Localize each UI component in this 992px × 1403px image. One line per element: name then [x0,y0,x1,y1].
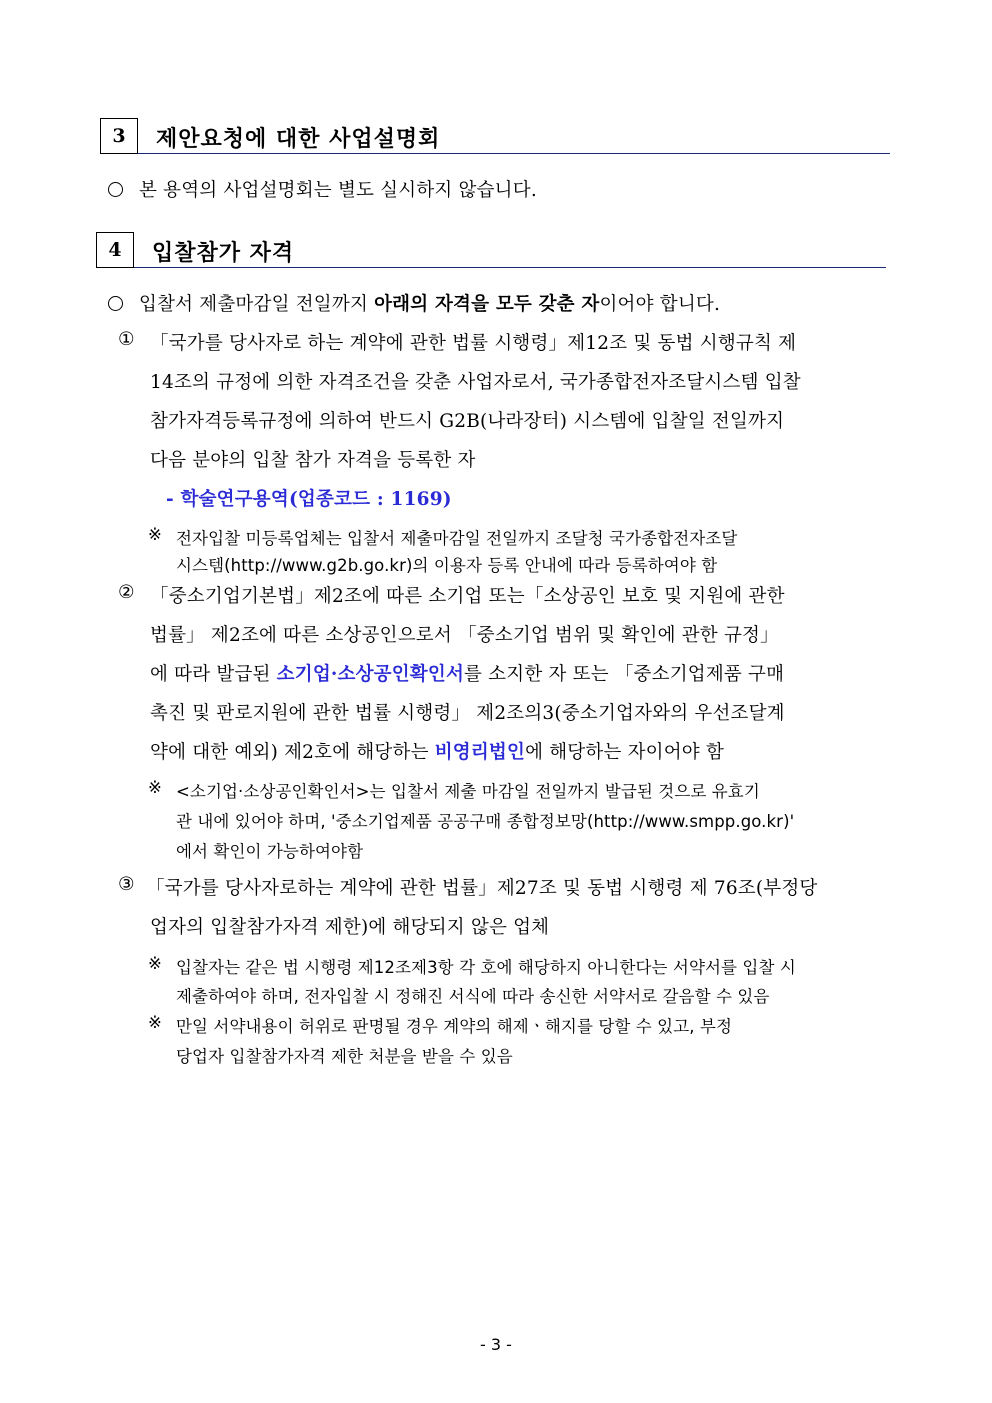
item-3-note-1-mark: ※ [148,954,162,973]
circle-bullet-icon [108,182,123,197]
page-number: - 3 - [480,1335,512,1354]
item-3-line-1: 「국가를 당사자로하는 계약에 관한 법률」제27조 및 동법 시행령 제 76조(부정당 [146,878,818,899]
item-1-sub: - 학술연구용역(업종코드 : 1169) [166,489,452,510]
item-3-note-2-line-1: 만일 서약내용이 허위로 판명될 경우 계약의 해제ㆍ해지를 당할 수 있고, 부정 [176,1017,733,1036]
section-3-divider [138,153,890,154]
item-1-note-mark: ※ [148,525,162,544]
item-1-line-2: 14조의 규정에 의한 자격조건을 갖춘 사업자로서, 국가종합전자조달시스템 입찰 [150,372,801,393]
item-3-marker: ③ [118,874,135,895]
item-3-line-2: 업자의 입찰참가자격 제한)에 해당되지 않은 업체 [150,917,550,938]
item-1-note-line-2: 시스템(http://www.g2b.go.kr)의 이용자 등록 안내에 따라 등록하여야 함 [176,556,718,575]
item-2-marker: ② [118,582,135,603]
item-2-line-5: 약에 대한 예외) 제2호에 해당하는 비영리법인에 해당하는 자이어야 함 [150,742,725,763]
item-2-line-2: 법률」 제2조에 따른 소상공인으로서 「중소기업 범위 및 확인에 관한 규정」 [150,625,779,646]
item-1-line-1: 「국가를 당사자로 하는 계약에 관한 법률 시행령」제12조 및 동법 시행규칙 제 [150,333,797,354]
item-1-note-line-1: 전자입찰 미등록업체는 입찰서 제출마감일 전일까지 조달청 국가종합전자조달 [176,529,738,548]
section-4-title: 입찰참가 자격 [152,240,295,266]
item-1-marker: ① [118,329,135,350]
item-2-line-3: 에 따라 발급된 소기업·소상공인확인서를 소지한 자 또는 「중소기업제품 구매 [150,664,785,685]
item-1-line-3: 참가자격등록규정에 의하여 반드시 G2B(나라장터) 시스템에 입찰일 전일까지 [150,411,785,432]
item-2-note-mark: ※ [148,778,162,797]
section-4-header [96,232,886,272]
item-3-note-1-line-1: 입찰자는 같은 법 시행령 제12조제3항 각 호에 해당하지 아니한다는 서약서를 입찰 시 [176,958,796,977]
item-2-line-1: 「중소기업기본법」제2조에 따른 소기업 또는「소상공인 보호 및 지원에 관한 [150,586,785,607]
item-1-line-4: 다음 분야의 입찰 참가 자격을 등록한 자 [150,450,476,471]
item-2-note-line-1: <소기업·소상공인확인서>는 입찰서 제출 마감일 전일까지 발급된 것으로 유효기 [176,782,760,801]
section-3-header [100,118,890,158]
section-4-intro: 입찰서 제출마감일 전일까지 아래의 자격을 모두 갖춘 자이어야 합니다. [108,290,720,316]
item-2-line-4: 촉진 및 판로지원에 관한 법률 시행령」 제2조의3(중소기업자와의 우선조달계 [150,703,785,724]
circle-bullet-icon [108,296,123,311]
section-3-bullet: 본 용역의 사업설명회는 별도 실시하지 않습니다. [108,176,537,202]
section-4-number: 4 [96,232,134,268]
section-4-divider [134,267,886,268]
item-3-note-2-mark: ※ [148,1013,162,1032]
item-3-note-2-line-2: 당업자 입찰참가자격 제한 처분을 받을 수 있음 [176,1047,513,1066]
item-3-note-1-line-2: 제출하여야 하며, 전자입찰 시 정해진 서식에 따라 송신한 서약서로 갈음할 수 있음 [176,987,770,1006]
item-2-note-line-3: 에서 확인이 가능하여야함 [176,842,364,861]
section-3-number: 3 [100,118,138,154]
section-3-title: 제안요청에 대한 사업설명회 [156,126,441,152]
item-2-note-line-2: 관 내에 있어야 하며, '중소기업제품 공공구매 종합정보망(http://www.smpp.go.kr)' [176,812,795,831]
